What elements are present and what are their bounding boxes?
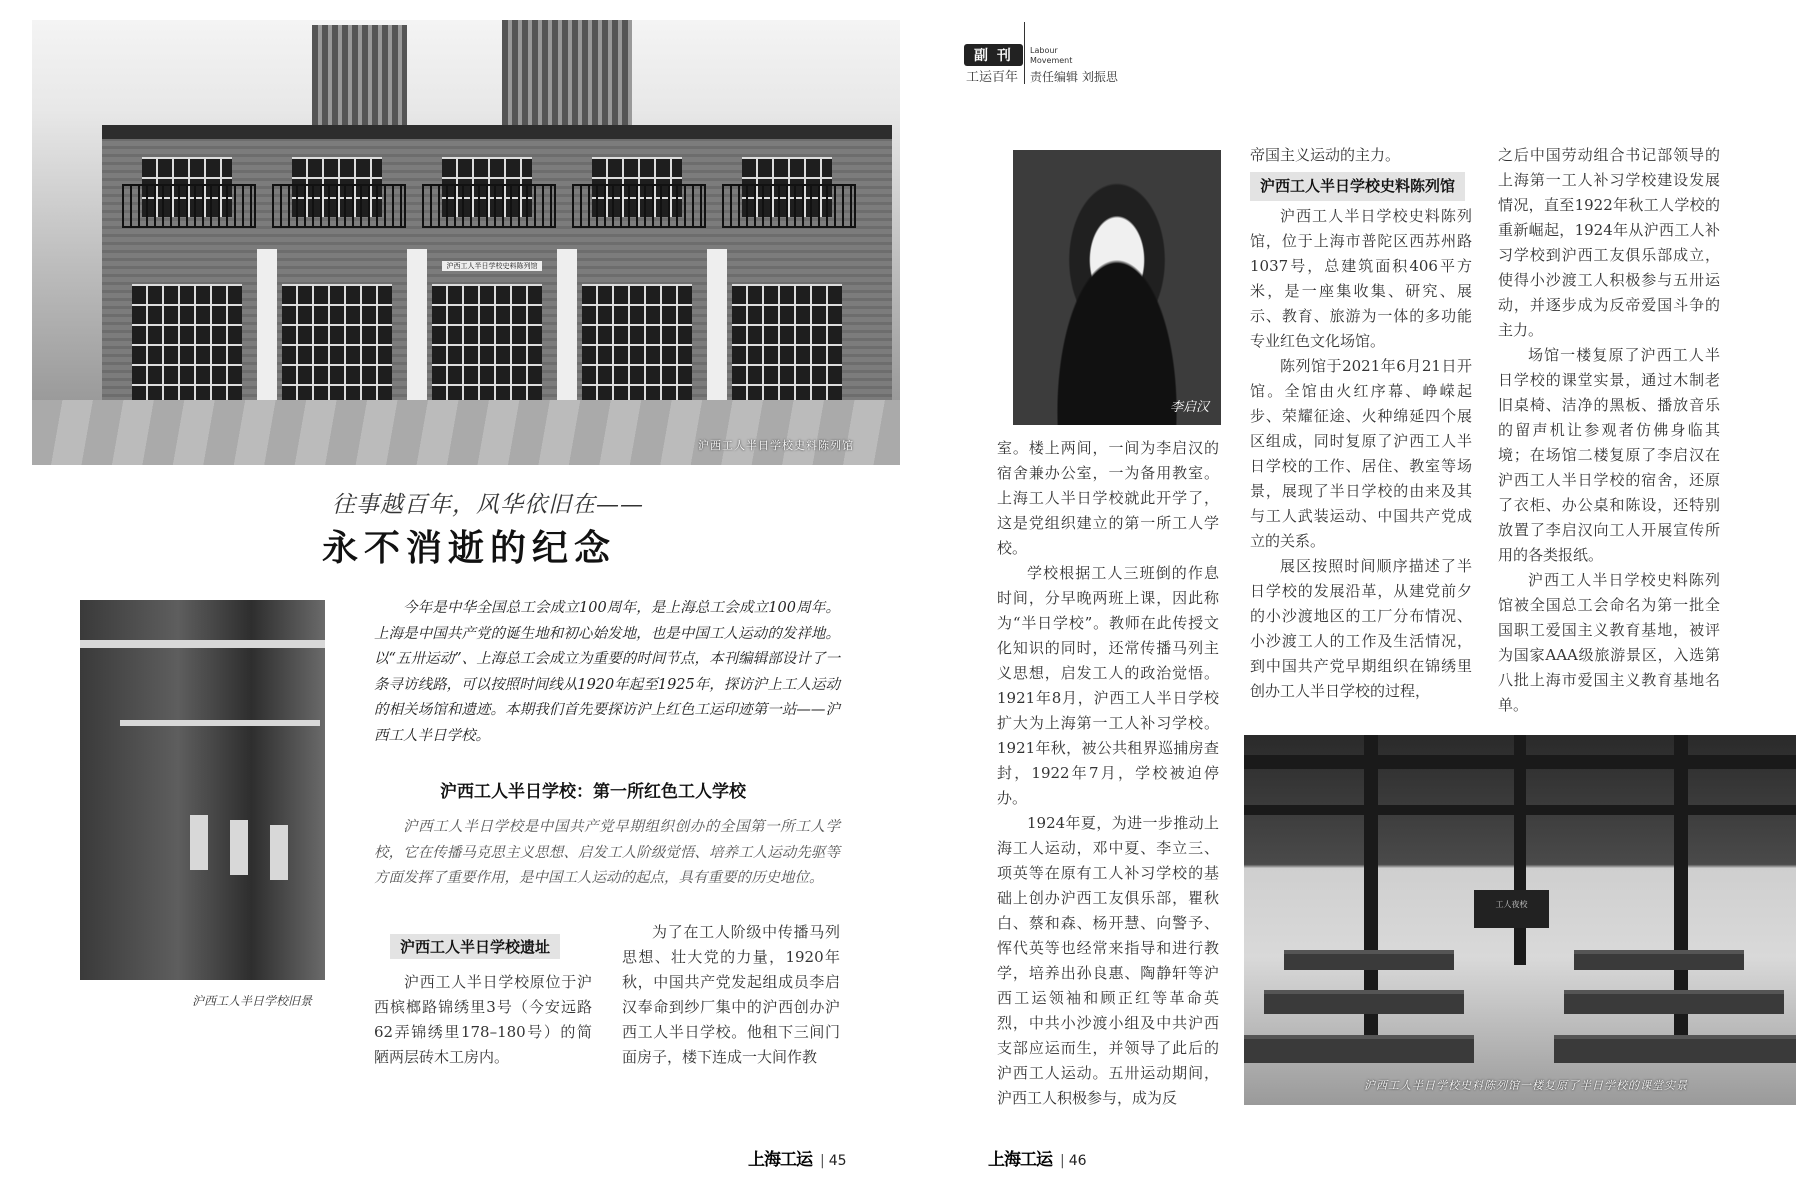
publication-logo: 上海工运 <box>988 1150 1052 1170</box>
right-column-1 <box>997 436 1219 1111</box>
classroom-photo <box>1244 735 1796 1105</box>
r-col3-p1: 场馆一楼复原了沪西工人半日学校的课堂实景，通过木制老旧桌椅、洁净的黑板、播放音乐的留声机让参观者仿佛身临其境；在场馆二楼复原了李启汉在沪西工人半日学校的宿舍，还原了衣柜、办公桌和陈设，还特别放置了李启汉向工人开展宣传所用的各类报纸。 <box>1498 346 1720 564</box>
r-col2-p1: 沪西工人半日学校史料陈列馆，位于上海市普陀区西苏州路1037号，总建筑面积406平方米，是一座集收集、研究、展示、教育、旅游为一体的多功能专业红色文化场馆。 <box>1250 207 1472 350</box>
page-number-left: 上海工运 | 45 <box>748 1150 847 1170</box>
tower-left <box>312 25 407 135</box>
intro-paragraph <box>374 596 840 749</box>
section-intro <box>374 815 840 892</box>
section-heading: 沪西工人半日学校：第一所红色工人学校 <box>440 782 746 802</box>
site-col1-text: 沪西工人半日学校原位于沪西槟榔路锦绣里3号（今安远路62弄锦绣里178–180号）的简陋两层砖木工房内。 <box>374 973 592 1066</box>
page-number: 46 <box>1068 1153 1087 1169</box>
column-name-en-1: Labour <box>1030 46 1058 55</box>
r-col3-p2: 沪西工人半日学校史料陈列馆被全国总工会命名为第一批全国职工爱国主义教育基地，被评为国家AAA级旅游景区，入选第八批上海市爱国主义教育基地名单。 <box>1498 571 1720 714</box>
pavement <box>32 400 904 465</box>
article-title: 永不消逝的纪念 <box>322 528 617 569</box>
r-col1-p1: 室。楼上两间，一间为李启汉的宿舍兼办公室，一为备用教室。上海工人半日学校就此开学了，这是党组织建立的第一所工人学校。 <box>997 439 1219 557</box>
r-col2-p2: 陈列馆于2021年6月21日开馆。全馆由火红序幕、峥嵘起步、荣耀征途、火种绵延四个展区组成，同时复原了沪西工人半日学校的工作、居住、教室等场景，展现了半日学校的由来及其与工人武装运动、中国共产党成立的关系。 <box>1250 357 1472 550</box>
r-col1-p2: 学校根据工人三班倒的作息时间，分早晚两班上课，因此称为“半日学校”。教师在此传授文化知识的同时，还常传播马列主义思想，启发工人的政治觉悟。1921年8月，沪西工人半日学校扩大为上海第一工人补习学校。1921年秋，被公共租界巡捕房查封，1922年7月，学校被迫停办。 <box>997 564 1219 807</box>
blackboard <box>1474 890 1549 928</box>
museum-tag-row <box>1250 168 1472 204</box>
site-column-1 <box>374 970 592 1070</box>
section-badge: 副 刊 <box>964 44 1023 66</box>
header-divider <box>1024 22 1025 84</box>
li-qihan-portrait <box>1013 150 1221 425</box>
right-page <box>900 0 1800 1200</box>
right-column-2 <box>1250 143 1472 704</box>
museum-tag: 沪西工人半日学校史料陈列馆 <box>1250 172 1465 201</box>
section-intro-text: 沪西工人半日学校是中国共产党早期组织创办的全国第一所工人学校，它在传播马克思主义思想、启发工人阶级觉悟、培养工人运动先驱等方面发挥了重要作用，是中国工人运动的起点，具有重要的历史地位。 <box>374 819 840 886</box>
building-sign: 沪西工人半日学校史料陈列馆 <box>442 261 542 271</box>
column-name: 工运百年 <box>966 70 1019 85</box>
article-subtitle: 往事越百年，风华依旧在—— <box>332 492 644 518</box>
r-col2-lead: 帝国主义运动的主力。 <box>1250 146 1401 164</box>
r-col3-lead: 之后中国劳动组合书记部领导的上海第一工人补习学校建设发展情况，直至1922年秋工人学校的重新崛起，1924年从沪西工人补习学校到沪西工友俱乐部成立，使得小沙渡工人积极参与五卅运动，并逐步成为反帝爱国斗争的主力。 <box>1498 146 1720 339</box>
old-photo-caption: 沪西工人半日学校旧景 <box>192 994 313 1008</box>
page-number: 45 <box>828 1153 847 1169</box>
building-facade <box>102 125 892 429</box>
museum-building-photo <box>32 20 904 465</box>
editor-credit: 责任编辑 刘振思 <box>1030 70 1118 84</box>
right-column-3 <box>1498 143 1720 718</box>
page-number-right: 上海工运 | 46 <box>988 1150 1087 1170</box>
publication-logo: 上海工运 <box>748 1150 812 1170</box>
r-col1-p3: 1924年夏，为进一步推动上海工人运动，邓中夏、李立三、项英等在原有工人补习学校的基础上创办沪西工友俱乐部，瞿秋白、蔡和森、杨开慧、向警予、恽代英等也经常来指导和进行教学，培养出孙良惠、陶静轩等沪西工运领袖和顾正红等革命英烈，中共小沙渡小组及中共沪西支部应运而生，并领导了此后的沪西工人运动。五卅运动期间，沪西工人积极参与，成为反 <box>997 814 1219 1107</box>
building-photo-caption: 沪西工人半日学校史料陈列馆 <box>698 439 854 452</box>
site-column-2 <box>622 920 840 1070</box>
site-col2-text: 为了在工人阶级中传播马列思想、壮大党的力量，1920年秋，中国共产党发起组成员李启汉奉命到纱厂集中的沪西创办沪西工人半日学校。他租下三间门面房子，楼下连成一大间作教 <box>622 923 840 1066</box>
tower-right <box>502 20 632 135</box>
portrait-signature: 李启汉 <box>1169 400 1209 415</box>
old-school-photo <box>80 600 325 980</box>
classroom-photo-caption: 沪西工人半日学校史料陈列馆一楼复原了半日学校的课堂实景 <box>1364 1079 1688 1092</box>
column-name-en-2: Movement <box>1030 56 1073 65</box>
blackboard-text: 工人夜校 <box>1495 900 1528 909</box>
site-tag: 沪西工人半日学校遗址 <box>390 934 560 959</box>
intro-text: 今年是中华全国总工会成立100周年，是上海总工会成立100周年。上海是中国共产党的诞生地和初心始发地，也是中国工人运动的发祥地。以“五卅运动”、上海总工会成立为重要的时间节点，本刊编辑部设计了一条寻访线路，可以按照时间线从1920年起至1925年，探访沪上工人运动的相关场馆和遗迹。本期我们首先要探访沪上红色工运印迹第一站——沪西工人半日学校。 <box>374 600 840 744</box>
r-col2-p3: 展区按照时间顺序描述了半日学校的发展沿革，从建党前夕的小沙渡地区的工厂分布情况、小沙渡工人的工作及生活情况，到中国共产党早期组织在锦绣里创办工人半日学校的过程， <box>1250 557 1472 700</box>
